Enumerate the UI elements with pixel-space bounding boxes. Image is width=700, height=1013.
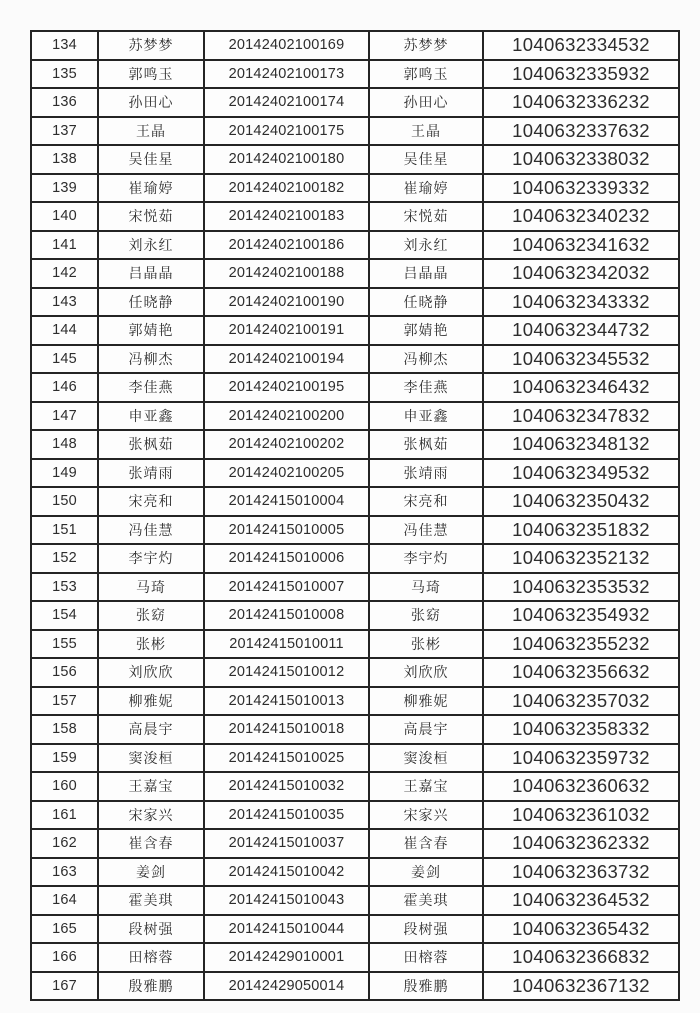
row-number-cell: 167: [31, 972, 98, 1001]
name-confirm-cell: 宋家兴: [369, 801, 483, 830]
row-number-cell: 158: [31, 715, 98, 744]
row-number-cell: 162: [31, 829, 98, 858]
table-row: [31, 402, 679, 431]
row-number-cell: 165: [31, 915, 98, 944]
name-confirm-cell: 郭婧艳: [369, 316, 483, 345]
registration-id-cell: 20142415010043: [204, 886, 369, 915]
student-roster-table: [30, 30, 680, 1001]
registration-id-cell: 20142402100175: [204, 117, 369, 146]
row-number-cell: 146: [31, 373, 98, 402]
account-number-cell: 1040632361032: [483, 801, 679, 830]
name-confirm-cell: 殷雅鹏: [369, 972, 483, 1001]
name-cell: 吕晶晶: [98, 259, 204, 288]
table-row: [31, 373, 679, 402]
registration-id-cell: 20142402100195: [204, 373, 369, 402]
account-number-cell: 1040632339332: [483, 174, 679, 203]
account-number-cell: 1040632340232: [483, 202, 679, 231]
table-row: [31, 943, 679, 972]
name-cell: 张窈: [98, 601, 204, 630]
table-row: [31, 744, 679, 773]
registration-id-cell: 20142402100202: [204, 430, 369, 459]
row-number-cell: 136: [31, 88, 98, 117]
row-number-cell: 137: [31, 117, 98, 146]
registration-id-cell: 20142402100191: [204, 316, 369, 345]
account-number-cell: 1040632354932: [483, 601, 679, 630]
registration-id-cell: 20142429050014: [204, 972, 369, 1001]
account-number-cell: 1040632336232: [483, 88, 679, 117]
table-row: [31, 31, 679, 60]
account-number-cell: 1040632344732: [483, 316, 679, 345]
table-row: [31, 231, 679, 260]
registration-id-cell: 20142402100188: [204, 259, 369, 288]
account-number-cell: 1040632348132: [483, 430, 679, 459]
account-number-cell: 1040632338032: [483, 145, 679, 174]
name-confirm-cell: 段树强: [369, 915, 483, 944]
name-confirm-cell: 苏梦梦: [369, 31, 483, 60]
account-number-cell: 1040632357032: [483, 687, 679, 716]
registration-id-cell: 20142415010042: [204, 858, 369, 887]
name-cell: 郭鸣玉: [98, 60, 204, 89]
name-confirm-cell: 孙田心: [369, 88, 483, 117]
registration-id-cell: 20142415010032: [204, 772, 369, 801]
name-cell: 任晓静: [98, 288, 204, 317]
registration-id-cell: 20142415010018: [204, 715, 369, 744]
registration-id-cell: 20142415010004: [204, 487, 369, 516]
table-row: [31, 288, 679, 317]
row-number-cell: 164: [31, 886, 98, 915]
table-row: [31, 202, 679, 231]
registration-id-cell: 20142415010011: [204, 630, 369, 659]
name-cell: 窦浚桓: [98, 744, 204, 773]
account-number-cell: 1040632353532: [483, 573, 679, 602]
table-row: [31, 829, 679, 858]
account-number-cell: 1040632345532: [483, 345, 679, 374]
row-number-cell: 143: [31, 288, 98, 317]
name-confirm-cell: 吕晶晶: [369, 259, 483, 288]
name-cell: 田榕蓉: [98, 943, 204, 972]
registration-id-cell: 20142402100183: [204, 202, 369, 231]
name-cell: 崔瑜婷: [98, 174, 204, 203]
registration-id-cell: 20142415010044: [204, 915, 369, 944]
name-confirm-cell: 冯柳杰: [369, 345, 483, 374]
account-number-cell: 1040632352132: [483, 544, 679, 573]
name-cell: 高晨宇: [98, 715, 204, 744]
account-number-cell: 1040632367132: [483, 972, 679, 1001]
table-row: [31, 972, 679, 1001]
registration-id-cell: 20142415010007: [204, 573, 369, 602]
name-cell: 柳雅妮: [98, 687, 204, 716]
name-confirm-cell: 申亚鑫: [369, 402, 483, 431]
name-cell: 冯柳杰: [98, 345, 204, 374]
table-body: [31, 31, 679, 1000]
name-cell: 冯佳慧: [98, 516, 204, 545]
name-cell: 王晶: [98, 117, 204, 146]
row-number-cell: 145: [31, 345, 98, 374]
name-confirm-cell: 李宇灼: [369, 544, 483, 573]
name-confirm-cell: 崔瑜婷: [369, 174, 483, 203]
table-row: [31, 544, 679, 573]
table-row: [31, 630, 679, 659]
row-number-cell: 154: [31, 601, 98, 630]
table-row: [31, 88, 679, 117]
table-row: [31, 430, 679, 459]
name-confirm-cell: 张窈: [369, 601, 483, 630]
row-number-cell: 147: [31, 402, 98, 431]
account-number-cell: 1040632366832: [483, 943, 679, 972]
row-number-cell: 160: [31, 772, 98, 801]
table-row: [31, 573, 679, 602]
name-confirm-cell: 田榕蓉: [369, 943, 483, 972]
row-number-cell: 166: [31, 943, 98, 972]
name-confirm-cell: 郭鸣玉: [369, 60, 483, 89]
row-number-cell: 140: [31, 202, 98, 231]
registration-id-cell: 20142415010006: [204, 544, 369, 573]
row-number-cell: 159: [31, 744, 98, 773]
name-confirm-cell: 李佳燕: [369, 373, 483, 402]
name-confirm-cell: 霍美琪: [369, 886, 483, 915]
name-confirm-cell: 刘欣欣: [369, 658, 483, 687]
name-cell: 宋家兴: [98, 801, 204, 830]
row-number-cell: 144: [31, 316, 98, 345]
table-row: [31, 601, 679, 630]
name-cell: 刘永红: [98, 231, 204, 260]
name-confirm-cell: 宋亮和: [369, 487, 483, 516]
table-row: [31, 858, 679, 887]
table-row: [31, 345, 679, 374]
registration-id-cell: 20142415010012: [204, 658, 369, 687]
name-cell: 苏梦梦: [98, 31, 204, 60]
name-cell: 张靖雨: [98, 459, 204, 488]
name-confirm-cell: 马琦: [369, 573, 483, 602]
table-row: [31, 145, 679, 174]
row-number-cell: 156: [31, 658, 98, 687]
registration-id-cell: 20142402100200: [204, 402, 369, 431]
name-cell: 张彬: [98, 630, 204, 659]
registration-id-cell: 20142402100194: [204, 345, 369, 374]
table-row: [31, 60, 679, 89]
registration-id-cell: 20142429010001: [204, 943, 369, 972]
row-number-cell: 135: [31, 60, 98, 89]
table-row: [31, 715, 679, 744]
account-number-cell: 1040632349532: [483, 459, 679, 488]
registration-id-cell: 20142415010025: [204, 744, 369, 773]
name-confirm-cell: 张靖雨: [369, 459, 483, 488]
name-cell: 崔含春: [98, 829, 204, 858]
registration-id-cell: 20142415010008: [204, 601, 369, 630]
row-number-cell: 148: [31, 430, 98, 459]
row-number-cell: 152: [31, 544, 98, 573]
account-number-cell: 1040632347832: [483, 402, 679, 431]
name-cell: 张枫茹: [98, 430, 204, 459]
account-number-cell: 1040632335932: [483, 60, 679, 89]
account-number-cell: 1040632342032: [483, 259, 679, 288]
account-number-cell: 1040632359732: [483, 744, 679, 773]
table-row: [31, 658, 679, 687]
name-confirm-cell: 柳雅妮: [369, 687, 483, 716]
name-cell: 霍美琪: [98, 886, 204, 915]
account-number-cell: 1040632334532: [483, 31, 679, 60]
table-row: [31, 772, 679, 801]
name-cell: 申亚鑫: [98, 402, 204, 431]
account-number-cell: 1040632351832: [483, 516, 679, 545]
registration-id-cell: 20142415010013: [204, 687, 369, 716]
account-number-cell: 1040632365432: [483, 915, 679, 944]
table-row: [31, 801, 679, 830]
registration-id-cell: 20142415010035: [204, 801, 369, 830]
account-number-cell: 1040632350432: [483, 487, 679, 516]
registration-id-cell: 20142402100169: [204, 31, 369, 60]
name-cell: 孙田心: [98, 88, 204, 117]
name-cell: 姜剑: [98, 858, 204, 887]
name-cell: 宋亮和: [98, 487, 204, 516]
account-number-cell: 1040632363732: [483, 858, 679, 887]
row-number-cell: 142: [31, 259, 98, 288]
name-confirm-cell: 吴佳星: [369, 145, 483, 174]
name-cell: 殷雅鹏: [98, 972, 204, 1001]
registration-id-cell: 20142415010005: [204, 516, 369, 545]
table-row: [31, 459, 679, 488]
registration-id-cell: 20142402100182: [204, 174, 369, 203]
table-row: [31, 516, 679, 545]
registration-id-cell: 20142402100180: [204, 145, 369, 174]
name-cell: 刘欣欣: [98, 658, 204, 687]
table-row: [31, 886, 679, 915]
row-number-cell: 149: [31, 459, 98, 488]
name-confirm-cell: 高晨宇: [369, 715, 483, 744]
name-confirm-cell: 崔含春: [369, 829, 483, 858]
account-number-cell: 1040632337632: [483, 117, 679, 146]
name-confirm-cell: 姜剑: [369, 858, 483, 887]
row-number-cell: 155: [31, 630, 98, 659]
name-confirm-cell: 王晶: [369, 117, 483, 146]
name-confirm-cell: 冯佳慧: [369, 516, 483, 545]
account-number-cell: 1040632360632: [483, 772, 679, 801]
row-number-cell: 161: [31, 801, 98, 830]
name-confirm-cell: 张彬: [369, 630, 483, 659]
table-row: [31, 915, 679, 944]
row-number-cell: 163: [31, 858, 98, 887]
name-confirm-cell: 王嘉宝: [369, 772, 483, 801]
name-cell: 李宇灼: [98, 544, 204, 573]
account-number-cell: 1040632364532: [483, 886, 679, 915]
table-row: [31, 259, 679, 288]
account-number-cell: 1040632362332: [483, 829, 679, 858]
row-number-cell: 157: [31, 687, 98, 716]
registration-id-cell: 20142402100190: [204, 288, 369, 317]
name-cell: 吴佳星: [98, 145, 204, 174]
name-cell: 李佳燕: [98, 373, 204, 402]
name-confirm-cell: 宋悦茹: [369, 202, 483, 231]
table-row: [31, 687, 679, 716]
name-cell: 马琦: [98, 573, 204, 602]
name-confirm-cell: 窦浚桓: [369, 744, 483, 773]
row-number-cell: 134: [31, 31, 98, 60]
table-row: [31, 174, 679, 203]
name-cell: 宋悦茹: [98, 202, 204, 231]
name-confirm-cell: 任晓静: [369, 288, 483, 317]
row-number-cell: 151: [31, 516, 98, 545]
registration-id-cell: 20142402100186: [204, 231, 369, 260]
row-number-cell: 139: [31, 174, 98, 203]
account-number-cell: 1040632341632: [483, 231, 679, 260]
table-row: [31, 487, 679, 516]
name-cell: 王嘉宝: [98, 772, 204, 801]
account-number-cell: 1040632343332: [483, 288, 679, 317]
table-row: [31, 316, 679, 345]
account-number-cell: 1040632356632: [483, 658, 679, 687]
row-number-cell: 138: [31, 145, 98, 174]
registration-id-cell: 20142402100174: [204, 88, 369, 117]
registration-id-cell: 20142402100205: [204, 459, 369, 488]
table-row: [31, 117, 679, 146]
name-cell: 段树强: [98, 915, 204, 944]
row-number-cell: 141: [31, 231, 98, 260]
account-number-cell: 1040632355232: [483, 630, 679, 659]
account-number-cell: 1040632358332: [483, 715, 679, 744]
registration-id-cell: 20142415010037: [204, 829, 369, 858]
name-cell: 郭婧艳: [98, 316, 204, 345]
account-number-cell: 1040632346432: [483, 373, 679, 402]
row-number-cell: 153: [31, 573, 98, 602]
registration-id-cell: 20142402100173: [204, 60, 369, 89]
name-confirm-cell: 刘永红: [369, 231, 483, 260]
row-number-cell: 150: [31, 487, 98, 516]
name-confirm-cell: 张枫茹: [369, 430, 483, 459]
